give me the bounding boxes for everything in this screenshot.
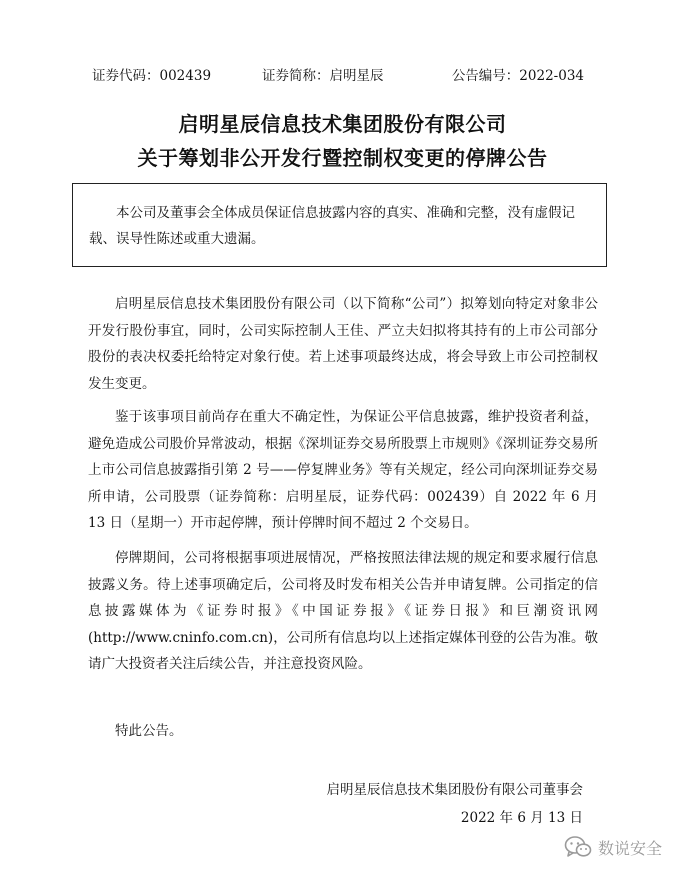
paragraph-disclosure bbox=[88, 545, 598, 678]
paragraph-text: 特此公告。 bbox=[115, 723, 183, 739]
paragraph-closing bbox=[88, 718, 598, 745]
paragraph-plan bbox=[88, 291, 598, 397]
board-guarantee-text: 本公司及董事会全体成员保证信息披露内容的真实、准确和完整，没有虚假记载、误导性陈述或重大遗漏。 bbox=[89, 205, 575, 247]
title-subject: 关于筹划非公开发行暨控制权变更的停牌公告 bbox=[137, 146, 548, 170]
stock-short-name: 证券简称：启明星辰 bbox=[262, 68, 384, 84]
paragraph-suspension bbox=[88, 404, 598, 537]
paragraph-text: 启明星辰信息技术集团股份有限公司（以下简称“公司”）拟筹划向特定对象非公开发行股份事宜，同时，公司实际控制人王佳、严立夫妇拟将其持有的上市公司部分股份的表决权委托给特定对象行使。若上述事项最终达成，将会导致上市公司控制权发生变更。 bbox=[88, 296, 598, 392]
announcement-number: 公告编号：2022-034 bbox=[451, 68, 584, 84]
document-header bbox=[92, 64, 584, 88]
paragraph-text: 停牌期间，公司将根据事项进展情况，严格按照法律法规的规定和要求履行信息披露义务。待上述事项确定后，公司将及时发布相关公告并申请复牌。公司指定的信息披露媒体为《证券时报》《中国证券报》《证券日报》和巨潮资讯网(http://www.cninfo.com.cn)，公司所有信息均以上述指定媒体刊登的公告为准。敬请广大投资者关注后续公告，并注意投资风险。 bbox=[88, 550, 598, 672]
board-guarantee-box bbox=[72, 183, 607, 267]
signature-date: 2022 年 6 月 13 日 bbox=[460, 810, 583, 826]
paragraph-text: 鉴于该事项目前尚存在重大不确定性，为保证公平信息披露，维护投资者利益，避免造成公司股价异常波动，根据《深圳证券交易所股票上市规则》《深圳证券交易所上市公司信息披露指引第 2 号——停复牌业务》等有关规定，经公司向深圳证券交易所申请，公司股票（证券简称：启明星辰，证券代码：002439）自 2022 年 6 月 13 日（星期一）开市起停牌，预计停牌时间不超过 2 个交易日。 bbox=[88, 409, 598, 531]
stock-code: 证券代码：002439 bbox=[92, 68, 212, 84]
signature-company: 启明星辰信息技术集团股份有限公司董事会 bbox=[326, 782, 583, 798]
title-company: 启明星辰信息技术集团股份有限公司 bbox=[178, 112, 507, 136]
wechat-icon bbox=[564, 835, 592, 859]
watermark bbox=[564, 833, 662, 861]
watermark-text: 数说安全 bbox=[598, 838, 663, 858]
